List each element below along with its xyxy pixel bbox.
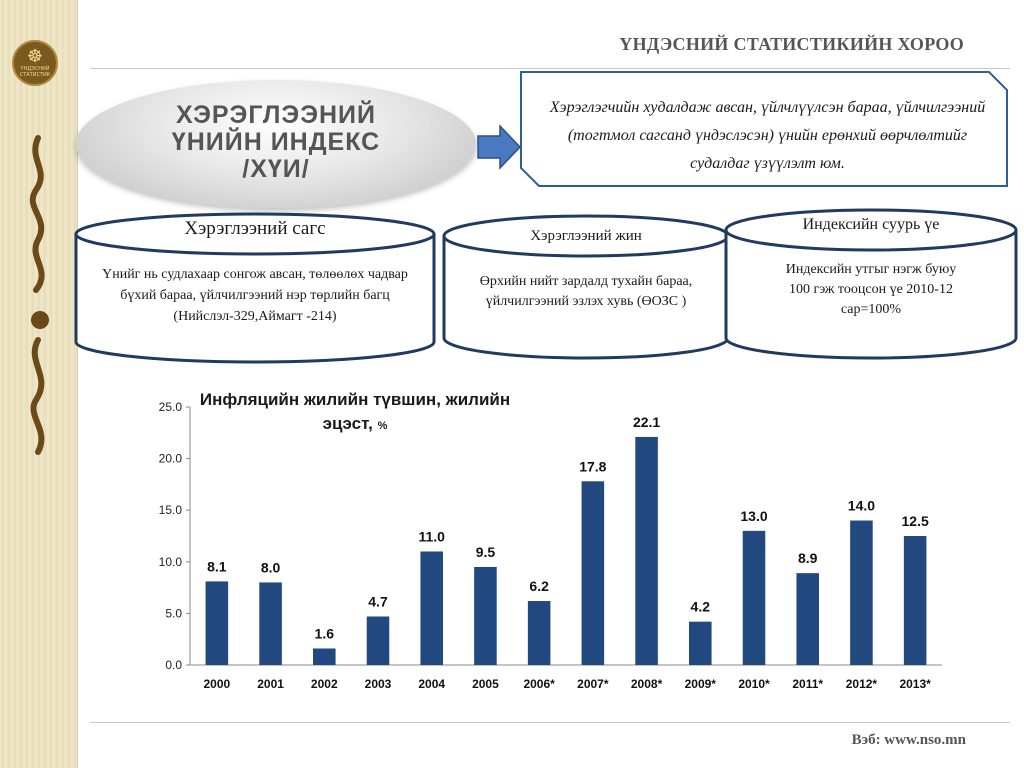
- bar-2013-est: [904, 536, 927, 665]
- bar-2005: [474, 567, 497, 665]
- footer-website: Вэб: www.nso.mn: [851, 732, 966, 748]
- data-label: 13.0: [740, 507, 768, 524]
- data-label: 12.5: [901, 513, 929, 529]
- y-tick-label: 20.0: [158, 451, 182, 466]
- logo-caption: ҮНДЭСНИЙ СТАТИСТИК: [19, 66, 51, 78]
- x-tick-label: 2010*: [738, 677, 770, 691]
- x-tick-label: 2011*: [792, 677, 824, 691]
- bar-2009-est: [689, 622, 712, 665]
- cpi-definition-text: Хэрэглэгчийн худалдаж авсан, үйлчлүүлсэн бараа, үйлчилгээний (тогтмол сагсанд үндэслэсэн) үнийн ерөнхий өөрчлөлтийг судалдаг үзүүлэлт юм.: [549, 99, 986, 172]
- x-tick-label: 2013*: [899, 677, 931, 691]
- bar-2003: [367, 616, 390, 665]
- x-tick-label: 2000: [203, 677, 231, 691]
- cpi-title: [76, 102, 476, 183]
- page-header-title: ҮНДЭСНИЙ СТАТИСТИКИЙН ХОРОО: [619, 34, 964, 54]
- consumer-basket-title: Хэрэглээний сагс: [184, 218, 326, 239]
- data-label: 1.6: [314, 625, 335, 642]
- bar-2010-est: [743, 531, 766, 665]
- consumer-weight-title: Хэрэглээний жин: [530, 228, 642, 244]
- right-arrow-icon: [476, 124, 522, 170]
- data-label: 6.2: [529, 578, 549, 595]
- y-tick-label: 5.0: [165, 606, 182, 621]
- bar-2000: [206, 581, 229, 665]
- data-label: 4.2: [690, 598, 711, 615]
- x-tick-label: 2004: [418, 677, 446, 691]
- cpi-title-line3: /ХҮИ/: [242, 155, 310, 183]
- consumer-basket-box: [74, 212, 436, 364]
- footer-divider: [90, 722, 1010, 723]
- consumer-weight-body: Өрхийн нийт зардалд тухайн бараа, үйлчилгээний эзлэх хувь (ӨОЗС ): [479, 274, 693, 309]
- decorative-left-strip: [0, 0, 78, 768]
- y-tick-label: 15.0: [158, 503, 182, 518]
- nso-logo: [12, 40, 58, 86]
- soyombo-icon: ☸: [26, 46, 44, 67]
- bar-2012-est: [850, 521, 873, 665]
- bar-2011-est: [796, 573, 819, 665]
- bar-2004: [420, 551, 443, 665]
- data-label: 4.7: [368, 593, 388, 610]
- y-tick-label: 0.0: [165, 658, 182, 672]
- index-base-period-body: Индексийн утгыг нэгж буюу 100 гэж тооцсон үе 2010-12 сар=100%: [785, 262, 957, 317]
- consumer-basket-body: Үнийг нь судлахаар сонгож авсан, төлөөлөх чадвар бүхий бараа, үйлчилгээний нэр төрлийн багц (Нийслэл-329,Аймагт -214): [102, 267, 408, 324]
- chart-title-unit: %: [377, 420, 388, 432]
- data-label: 14.0: [847, 497, 876, 514]
- x-tick-label: 2007*: [577, 677, 609, 691]
- index-base-period-box: [724, 208, 1018, 360]
- cpi-title-line1: ХЭРЭГЛЭЭНИЙ: [176, 101, 376, 129]
- x-tick-label: 2012*: [845, 677, 878, 691]
- y-tick-label: 10.0: [158, 554, 182, 569]
- chart-title-text: Инфляцийн жилийн түвшин, жилийн эцэст,: [199, 390, 511, 433]
- bar-2007-est: [582, 481, 605, 665]
- data-label: 11.0: [418, 528, 445, 545]
- data-label: 8.9: [797, 550, 818, 567]
- x-tick-label: 2009*: [684, 677, 716, 691]
- x-tick-label: 2006*: [523, 677, 555, 691]
- data-label: 8.1: [207, 558, 227, 575]
- bar-2006-est: [528, 601, 551, 665]
- index-base-period-title: Индексийн суурь үе: [802, 216, 940, 233]
- data-label: 17.8: [579, 458, 607, 475]
- inflation-bar-chart: [140, 380, 960, 700]
- cpi-title-ellipse: [76, 80, 476, 208]
- x-tick-label: 2001: [257, 677, 284, 691]
- consumer-weight-box: [442, 214, 730, 360]
- x-tick-label: 2008*: [630, 677, 663, 691]
- bar-2008-est: [635, 437, 658, 665]
- x-tick-label: 2003: [364, 677, 392, 691]
- data-label: 8.0: [260, 559, 281, 576]
- mongolian-script-graphic: [10, 130, 66, 460]
- cpi-title-line2: ҮНИЙН ИНДЕКС: [171, 128, 381, 156]
- y-tick-label: 25.0: [158, 400, 182, 414]
- bar-2001: [259, 582, 282, 665]
- data-label: 9.5: [475, 543, 496, 560]
- bar-2002: [313, 648, 336, 665]
- data-label: 22.1: [632, 413, 661, 430]
- header-divider: [90, 68, 1010, 69]
- x-tick-label: 2002: [310, 677, 338, 691]
- x-tick-label: 2005: [472, 677, 499, 691]
